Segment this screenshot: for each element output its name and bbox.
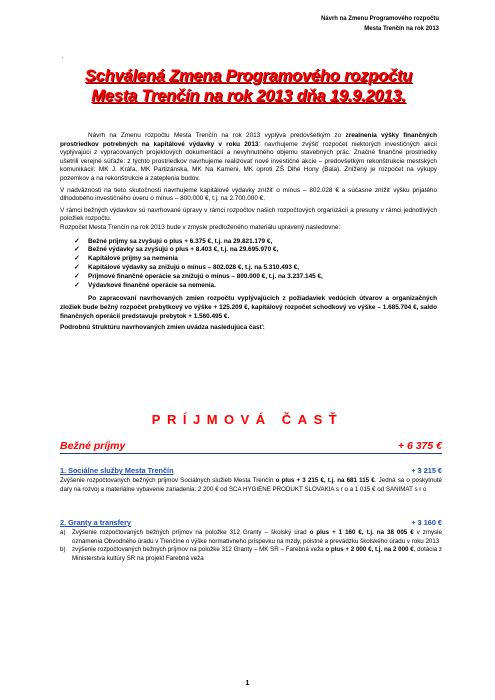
item-letter: b) (60, 546, 66, 554)
stray-dot: . (62, 54, 64, 60)
category-heading (60, 440, 442, 454)
item-b-bold: o plus + 2 000 €, t.j. na 2 000 € (325, 546, 414, 554)
document-title (56, 66, 441, 106)
item-b-text: zvýšenie rozpočtovaných bežných príjmov na položke 312 Granty – MK SR – Farebná veža (72, 546, 326, 554)
budget-change-list (74, 238, 437, 291)
sub1-text-c: . Jedná sa o poskytnuté dary na rozvoj a materiálne vybavenie zariadenia: 2 200 € od SCA HYGIENE PRODUKT SLOVAKIA s r o a 1 015 € od SANIMAT s r o (60, 477, 442, 493)
subsection-2-heading (60, 518, 442, 527)
category-label: Bežné príjmy (60, 440, 126, 452)
subsection-1-amount: + 3 215 € (411, 466, 442, 475)
subsection-1-text (60, 477, 442, 494)
list-item (74, 255, 437, 264)
list-item (74, 264, 437, 273)
intro-paragraph-4: Rozpočet Mesta Trenčín na rok 2013 bude v zmysle predloženého materiálu upravený nasledovne: (60, 223, 341, 231)
subsection-2-list (60, 529, 442, 563)
subsection-2-label: 2. Granty a transfery (60, 518, 131, 527)
check-icon: ✓ (74, 281, 80, 289)
intro-paragraph-2: V nadväznosti na tieto skutočnosti navrhujeme kapitálové výdavky znížiť o mínus – 802.028 € a súčasne znížiť výšku prijatého dlhodobého investičného úveru o mínus – 800.000 €, t.j. na 2.700.000 €. (60, 186, 437, 203)
sub1-text-a: Zvýšenie rozpočtovaných bežných príjmov Sociálnych služieb Mesta Trenčín (60, 477, 276, 484)
list-item (60, 529, 442, 546)
list-item (74, 246, 437, 255)
intro-paragraph-3: V rámci bežných výdavkov sú navrhované úpravy v rámci rozpočtov našich rozpočtových organizácií a presuny v rámci jednotlivých položiek rozpočtu. (60, 206, 437, 223)
summary-paragraph (60, 295, 437, 321)
sub1-text-bold: o plus + 3 215 €, t.j. na 681 115 € (275, 477, 375, 484)
subsection-1-label: 1. Sociálne služby Mesta Trenčín (60, 466, 174, 475)
item-a-bold: o plus + 1 160 €, t.j. na 38 005 € (309, 529, 414, 536)
item-a-text-2: v zmysle oznámenia Obvodného úradu v Trenčíne o výške normatívneho príspevku na mzdy, poistné a prevádzku školského úradu v roku 2013 (72, 529, 442, 545)
check-icon: ✓ (74, 263, 80, 271)
list-item-text: Výdavkové finančné operácie sa nemenia. (88, 281, 216, 289)
running-header (321, 14, 439, 34)
list-item-text: Bežné výdavky sa zvyšujú o plus + 8.403 €, t.j. na 29.695.970 €, (88, 246, 279, 254)
summary-text: Po zapracovaní navrhovaných zmien rozpočtu vyplývajúcich z požiadaviek vedúcich útvarov a organizačných zložiek bude bežný rozpočet prebytkový vo výške + 125.209 €, kapitálový rozpočet schodkový vo výške – 1.685.704 €, saldo finančných operácií predstavuje prebytok + 1.560.495 €. (60, 295, 437, 320)
list-item-text: Kapitálové príjmy sa nemenia (88, 255, 178, 263)
list-item (74, 273, 437, 282)
check-icon: ✓ (74, 255, 80, 263)
intro-p1-bold: zrealnenia výšky finančných prostriedkov potrebných na kapitálové výdavky v roku 2013 (60, 132, 437, 148)
check-icon: ✓ (74, 272, 80, 280)
title-line-2: Mesta Trenčín na rok 2013 dňa 19.9.2013. (91, 87, 406, 105)
detail-note (60, 324, 437, 333)
item-a-text: Zvýšenie rozpočtovaných bežných príjmov na položke 312 Granty – školský úrad (72, 529, 310, 536)
list-item-text: Kapitálové výdavky sa znižujú o mínus – 802.028 €, t.j. na 5.310.493 €, (88, 263, 299, 271)
check-icon: ✓ (74, 246, 80, 254)
header-line-2: Mesta Trenčín na rok 2013 (364, 26, 439, 32)
category-amount: + 6 375 € (397, 440, 442, 452)
list-item-text: Príjmové finančné operácie sa znižujú o mínus – 800.000 €, t.j. na 3.237.145 €, (88, 272, 323, 280)
list-item (74, 282, 437, 291)
intro-p1-text: Návrh na Zmenu rozpočtu Mesta Trenčín na rok 2013 vyplýva predovšetkým zo (88, 132, 346, 139)
list-item (60, 546, 442, 563)
intro-body (60, 132, 437, 333)
intro-paragraph-1 (60, 132, 437, 184)
section-title: PRÍJMOVÁ ČASŤ (151, 412, 344, 427)
title-line-1: Schválená Zmena Programového rozpočtu (84, 67, 413, 85)
header-line-1: Návrh na Zmenu Programového rozpočtu (320, 16, 439, 22)
subsection-2-amount: + 3 160 € (411, 518, 442, 527)
check-icon: ✓ (74, 237, 80, 245)
detail-note-text: Podrobnú štruktúru navrhovaných zmien uvádza nasledujúca časť: (60, 324, 265, 332)
page-number: 1 (245, 680, 250, 687)
item-letter: a) (60, 529, 66, 536)
subsection-1-heading (60, 466, 442, 475)
item-b-text-2: , dotácia z Ministerstva kultúry SR na projekt Farebná veža (72, 546, 442, 562)
intro-p1-text-2: : navrhujeme zvýšiť rozpočet niektorých investičných akcií vyplývajúci z vypracovaných projektových dokumentácií a nevyhnutného objemu stavebných prác. Značné finančné prostriedky ušetrili verejné súťaže: z týchto prostriedkov navrhujeme realizovať nové investičné akcie – predovšetkým rekonštrukcie mestských komunikácií: MK J. Kráľa, MK Partizánska, MK Na Kameni, MK oproti ZŠ Dlhé Hony (Bala). Znížený je rozpočet na výkupy pozemkov a na rekonštrukcie a zateplenia budov. (60, 140, 437, 182)
list-item (74, 238, 437, 247)
list-item-text: Bežné príjmy sa zvyšujú o plus + 6.375 €, t.j. na 29.821.179 €, (88, 237, 273, 245)
